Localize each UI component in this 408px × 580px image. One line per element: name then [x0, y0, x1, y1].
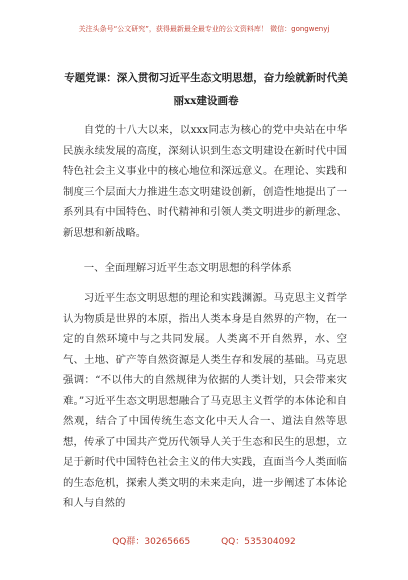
- footer: [0, 536, 408, 548]
- body-paragraph: 习近平生态文明思想的理论和实践渊源。马克思主义哲学认为物质是世界的本原，指出人类本身是自然界的产物，在一定的自然环境中与之共同发展。人类离不开自然界，水、空气、土地、矿产等自然资源是人类生存和发展的基础。马克思强调：“不以伟大的自然规律为依据的人类计划，只会带来灾难。”习近平生态文明思想融合了马克思主义哲学的本体论和自然观，结合了中国传统生态文化中天人合一、道法自然等思想，传承了中国共产党历代领导人关于生态和民生的思想，立足于新时代中国特色社会主义的伟大实践，直面当今人类面临的生态危机，探索人类文明的未来走向，进一步阐述了本体论和人与自然的: [63, 292, 347, 509]
- footer-qq-group: QQ群：30265665: [112, 537, 191, 547]
- page-title: 专题党课：深入贯彻习近平生态文明思想，奋力绘就新时代美丽xx建设画卷: [64, 72, 348, 107]
- intro-paragraph: 自党的十八大以来，以xxx同志为核心的党中央站在中华民族永续发展的高度，深刻认识到生态文明建设在新时代中国特色社会主义事业中的核心地位和深远意义。在理论、实践和制度三个层面大力推进生态文明建设创新，创造性地提出了一系列具有中国特色、时代精神和引领人类文明进步的新理念、新思想和新战略。: [63, 124, 347, 239]
- section-heading: 一、全面理解习近平生态文明思想的科学体系: [83, 262, 292, 274]
- footer-qq-number: QQ：535304092: [221, 537, 296, 547]
- header-banner: 关注头条号“公文研究”，获得最新最全最专业的公文资料库！ 微信：gongwenyj: [78, 25, 330, 33]
